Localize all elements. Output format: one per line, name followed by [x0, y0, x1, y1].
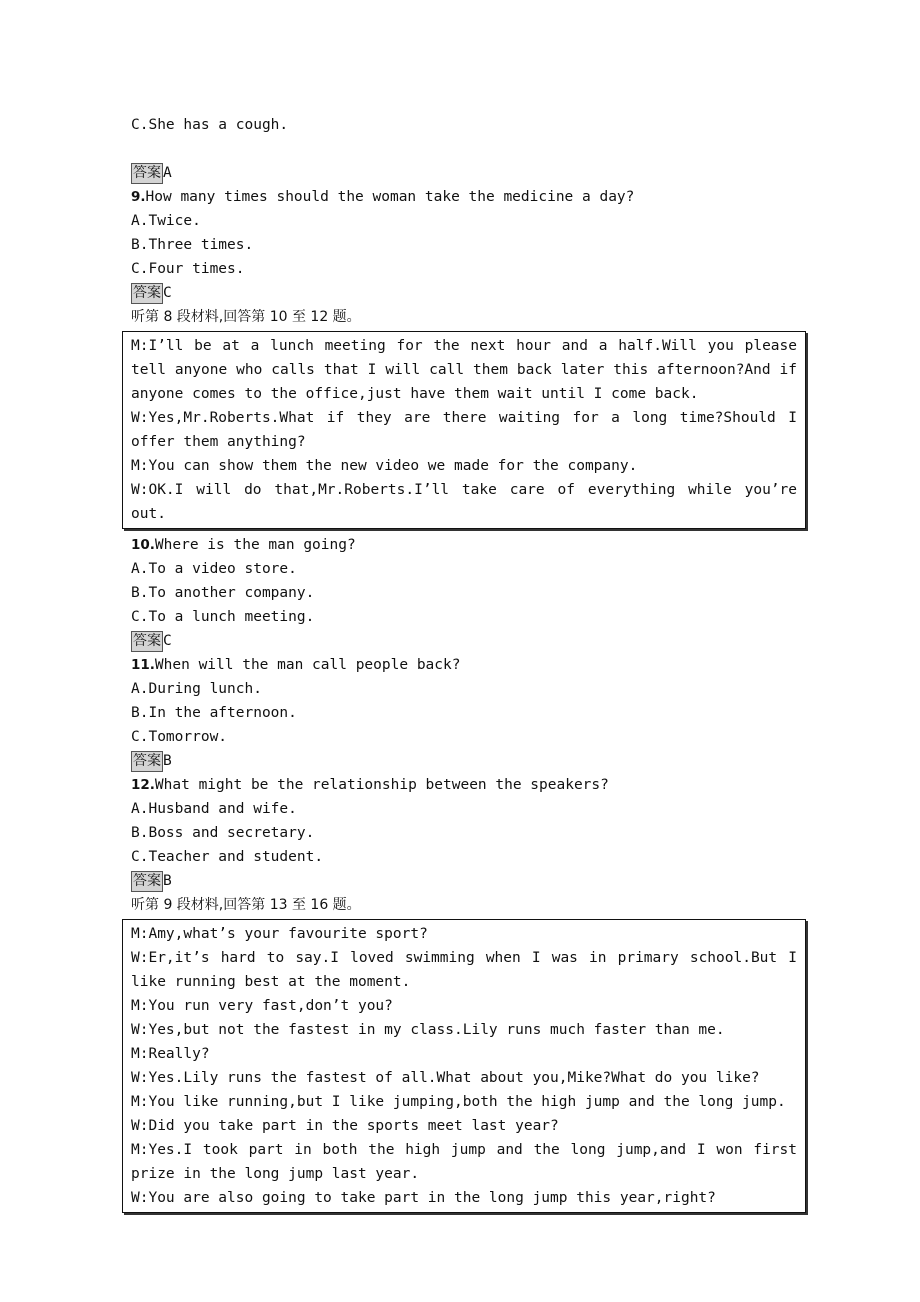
q9-number: 9. [131, 189, 146, 205]
transcript-line: M:I’ll be at a lunch meeting for the next hour and a half.Will you please tell anyone who calls that I will call them back later this afternoon?And if anyone comes to the office,just have them wait until I come back. [131, 338, 797, 402]
q12-number: 12. [131, 777, 155, 793]
transcript-line: M:Really? [131, 1046, 210, 1062]
q12-option-c: C.Teacher and student. [131, 849, 324, 865]
q12-option-a: A.Husband and wife. [131, 801, 297, 817]
q11-option-c: C.Tomorrow. [131, 729, 228, 745]
q12-question-row [131, 773, 795, 797]
transcript-line: M:Amy,what’s your favourite sport? [131, 926, 428, 942]
q10-question: Where is the man going? [154, 537, 356, 553]
section8-transcript-box [122, 331, 806, 529]
q9-answer-row [131, 281, 795, 305]
q10-answer-row [131, 629, 795, 653]
section8-heading: 听第 8 段材料,回答第 10 至 12 题。 [131, 309, 361, 325]
q10-number: 10. [131, 537, 155, 553]
q9-option-c: C.Four times. [131, 261, 245, 277]
q9-option-a: A.Twice. [131, 213, 201, 229]
transcript-line: M:You can show them the new video we made for the company. [131, 458, 638, 474]
answer-tag: 答案 [131, 631, 163, 652]
q11-answer-row [131, 749, 795, 773]
q11-question-row [131, 653, 795, 677]
q8-option-b: C.She has a cough. [131, 117, 289, 133]
q9-question-row [131, 185, 795, 209]
answer-tag: 答案 [131, 163, 163, 184]
answer-tag: 答案 [131, 283, 163, 304]
transcript-line: M:You run very fast,don’t you? [131, 998, 393, 1014]
q12-option-b: B.Boss and secretary. [131, 825, 315, 841]
q11-number: 11. [131, 657, 155, 673]
q10-option-b: B.To another company. [131, 585, 315, 601]
q11-question: When will the man call people back? [154, 657, 461, 673]
q9-answer-value: C [163, 285, 172, 301]
q11-option-b: B.In the afternoon. [131, 705, 297, 721]
transcript-line: W:Yes.Lily runs the fastest of all.What about you,Mike?What do you like? [131, 1070, 760, 1086]
q10-option-c: C.To a lunch meeting. [131, 609, 315, 625]
transcript-line: M:You like running,but I like jumping,both the high jump and the long jump. [131, 1094, 786, 1110]
transcript-line: W:OK.I will do that,Mr.Roberts.I’ll take care of everything while you’re out. [131, 482, 797, 522]
transcript-line: M:Yes.I took part in both the high jump and the long jump,and I won first prize in the long jump last year. [131, 1142, 797, 1182]
q9-question: How many times should the woman take the medicine a day? [145, 189, 635, 205]
q12-answer-value: B [163, 873, 172, 889]
document-page [131, 113, 795, 1217]
q8-answer-value: A [163, 165, 172, 181]
transcript-line: W:You are also going to take part in the long jump this year,right? [131, 1190, 716, 1206]
q10-answer-value: C [163, 633, 172, 649]
section9-heading: 听第 9 段材料,回答第 13 至 16 题。 [131, 897, 361, 913]
q10-question-row [131, 533, 795, 557]
transcript-line: W:Yes,but not the fastest in my class.Lily runs much faster than me. [131, 1022, 725, 1038]
section9-transcript-box [122, 919, 806, 1213]
q8-option-c [131, 137, 795, 161]
q11-answer-value: B [163, 753, 172, 769]
q12-question: What might be the relationship between the speakers? [154, 777, 609, 793]
transcript-line: W:Er,it’s hard to say.I loved swimming when I was in primary school.But I like running best at the moment. [131, 950, 797, 990]
transcript-line: W:Yes,Mr.Roberts.What if they are there waiting for a long time?Should I offer them anything? [131, 410, 797, 450]
q12-answer-row [131, 869, 795, 893]
transcript-line: W:Did you take part in the sports meet last year? [131, 1118, 559, 1134]
q11-option-a: A.During lunch. [131, 681, 262, 697]
q8-answer-row [131, 161, 795, 185]
q10-option-a: A.To a video store. [131, 561, 297, 577]
q9-option-b: B.Three times. [131, 237, 254, 253]
answer-tag: 答案 [131, 871, 163, 892]
answer-tag: 答案 [131, 751, 163, 772]
